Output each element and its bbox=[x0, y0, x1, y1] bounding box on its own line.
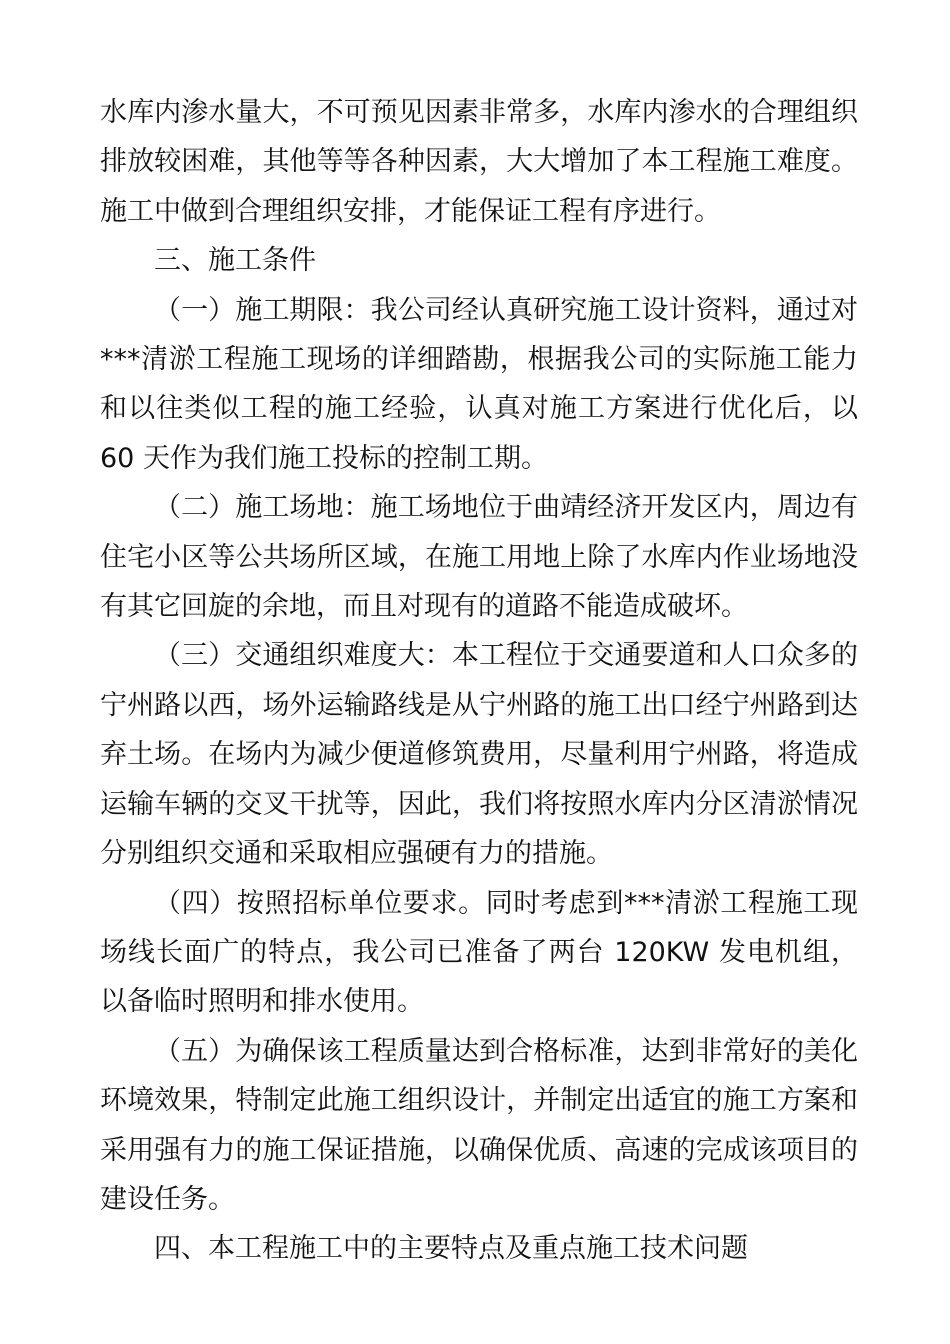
document-body bbox=[100, 88, 858, 1274]
paragraph-traffic-organization: （三）交通组织难度大：本工程位于交通要道和人口众多的宁州路以西，场外运输路线是从宁州路的施工出口经宁州路到达弃土场。在场内为减少便道修筑费用，尽量利用宁州路，将造成运输车辆的交叉干扰等，因此，我们将按照水库内分区清淤情况分别组织交通和采取相应强硬有力的措施。 bbox=[100, 640, 858, 870]
paragraph-construction-period: （一）施工期限：我公司经认真研究施工设计资料，通过对***清淤工程施工现场的详细踏勘，根据我公司的实际施工能力和以往类似工程的施工经验，认真对施工方案进行优化后，以 60 天作为我们施工投标的控制工期。 bbox=[100, 294, 858, 474]
section-heading-3: 三、施工条件 bbox=[154, 245, 316, 277]
paragraph-construction-site: （二）施工场地：施工场地位于曲靖经济开发区内，周边有住宅小区等公共场所区域，在施工用地上除了水库内作业场地没有其它回旋的余地，而且对现有的道路不能造成破坏。 bbox=[100, 492, 858, 623]
paragraph-generators: （四）按照招标单位要求。同时考虑到***清淤工程施工现场线长面广的特点，我公司已准备了两台 120KW 发电机组，以备临时照明和排水使用。 bbox=[100, 887, 858, 1018]
section-heading-4: 四、本工程施工中的主要特点及重点施工技术问题 bbox=[154, 1233, 748, 1265]
paragraph-continuation: 水库内渗水量大，不可预见因素非常多，水库内渗水的合理组织排放较困难，其他等等各种因素，大大增加了本工程施工难度。施工中做到合理组织安排，才能保证工程有序进行。 bbox=[100, 97, 858, 227]
paragraph-quality: （五）为确保该工程质量达到合格标准，达到非常好的美化环境效果，特制定此施工组织设计，并制定出适宜的施工方案和采用强有力的施工保证措施，以确保优质、高速的完成该项目的建设任务。 bbox=[100, 1035, 858, 1215]
